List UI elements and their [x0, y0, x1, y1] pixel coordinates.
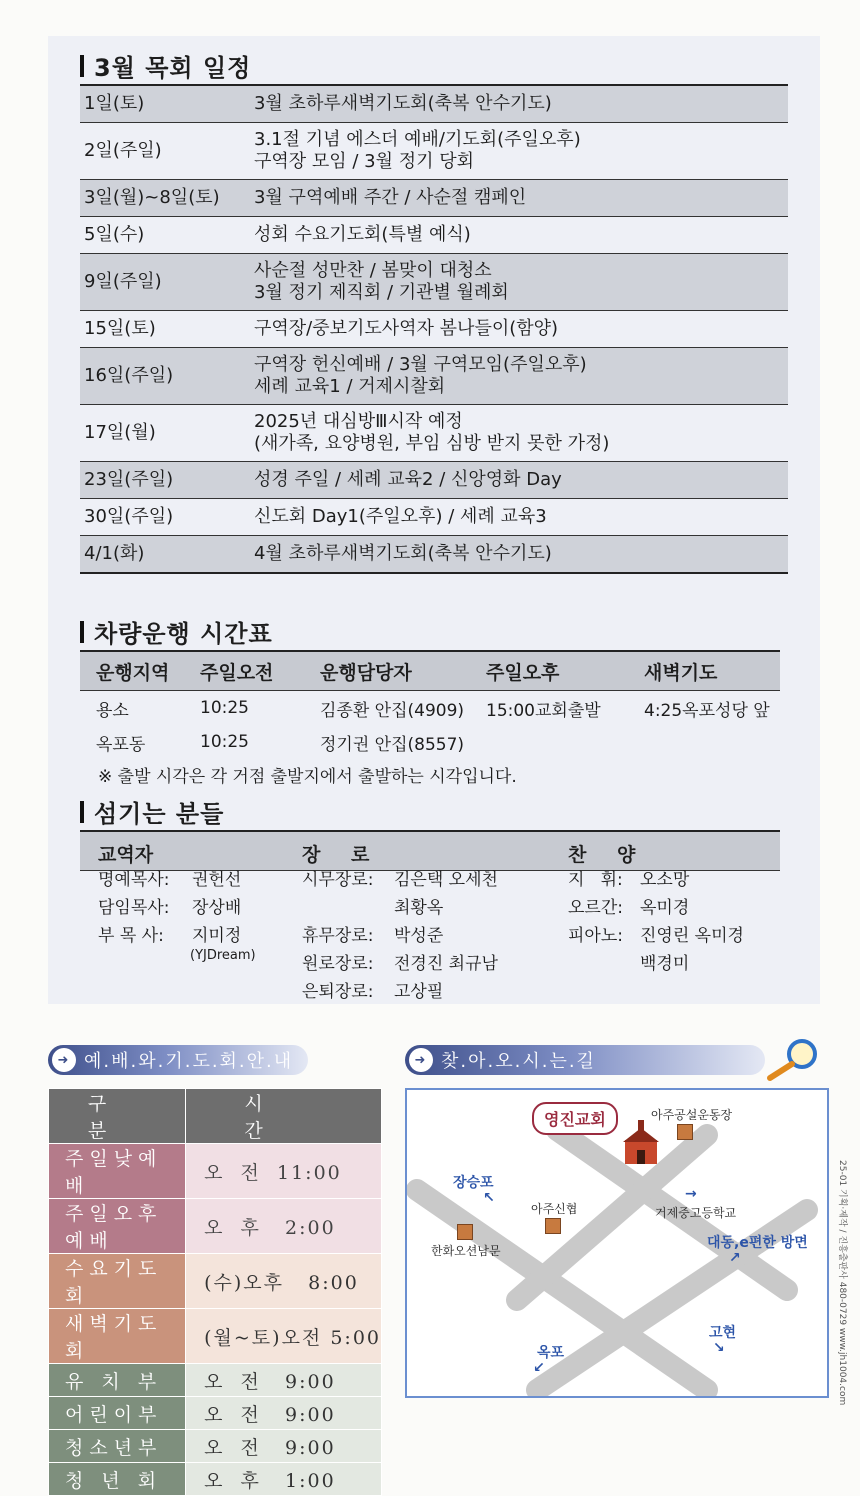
elder-names: 박성준: [394, 926, 444, 946]
place-aju: 아주신협: [531, 1202, 578, 1216]
worship-name: 새벽기도회: [49, 1309, 186, 1364]
title-bar: [80, 621, 84, 643]
worship-header-cell: 시 간: [186, 1089, 382, 1144]
schedule-event-line: 구역장/중보기도사역자 봄나들이(함양): [254, 318, 559, 339]
worship-row: [49, 1430, 382, 1463]
worship-heading-text: 예.배.와.기.도.회.안.내: [84, 1051, 294, 1072]
worship-time: 오 후 2:00: [186, 1199, 382, 1254]
vehicle-header-row: [80, 650, 780, 691]
elder-role: 시무장로:: [302, 870, 374, 890]
vehicle-table: [80, 650, 780, 759]
schedule-event-line: 3월 구역예배 주간 / 사순절 캠페인: [254, 187, 527, 208]
schedule-date: 17일(월): [84, 422, 156, 443]
vehicle-cell: 정기권 안집(8557): [320, 734, 465, 755]
praise-names: 백경미: [640, 954, 690, 974]
praise-names: 진영린 옥미경: [640, 926, 744, 946]
vehicle-cell: 옥포동: [96, 734, 146, 755]
worship-name: 주일오후예배: [49, 1199, 186, 1254]
servers-header-cell: 찬 양: [568, 844, 648, 866]
building-icon: [457, 1224, 473, 1240]
arrow-icon: ↖: [483, 1190, 495, 1206]
place-gohyeon: 고현: [709, 1325, 737, 1341]
praise-names: 옥미경: [640, 898, 690, 918]
elder-names: 전경진 최규남: [394, 954, 498, 974]
praise-role: 피아노:: [568, 926, 623, 946]
place-stadium: 아주공설운동장: [651, 1108, 733, 1122]
vehicle-cell: 김종환 안집(4909): [320, 700, 465, 721]
worship-row: [49, 1199, 382, 1254]
magnifier-icon: [764, 1036, 824, 1084]
title-bar: [80, 55, 84, 77]
elder-role: 은퇴장로:: [302, 982, 374, 1002]
schedule-row: [80, 84, 788, 123]
vehicle-row: [80, 691, 780, 725]
arrow-icon: ↘: [713, 1340, 725, 1356]
worship-row: [49, 1364, 382, 1397]
elder-names: 최황옥: [394, 898, 444, 918]
schedule-event: [254, 411, 788, 455]
schedule-event-line: 3월 정기 제직회 / 기관별 월례회: [254, 282, 509, 303]
side-credit: 25-01 기획·제작 / 진흥출판사 480-0729 www.jh1004.com: [837, 1160, 847, 1406]
schedule-date: 2일(주일): [84, 140, 162, 161]
arrow-icon: ↗: [729, 1250, 741, 1266]
worship-name: 어린이부: [49, 1397, 186, 1430]
schedule-title: [80, 48, 251, 83]
schedule-event-line: 구역장 헌신예배 / 3월 구역모임(주일오후): [254, 354, 587, 375]
vehicle-title: [80, 614, 273, 649]
schedule-event-line: 성회 수요기도회(특별 예식): [254, 224, 471, 245]
schedule-event: [254, 187, 788, 209]
praise-names: 오소망: [640, 870, 690, 890]
worship-header-row: [49, 1089, 382, 1144]
worship-time: 오 전 9:00: [186, 1430, 382, 1463]
schedule-event: [254, 354, 788, 398]
worship-row: [49, 1463, 382, 1496]
schedule-event: [254, 506, 788, 528]
vehicle-title-text: 차량운행 시간표: [94, 620, 273, 648]
schedule-event: [254, 469, 788, 491]
worship-row: [49, 1144, 382, 1199]
schedule-event-line: 세례 교육1 / 거제시찰회: [254, 376, 446, 397]
schedule-date: 23일(주일): [84, 469, 174, 490]
schedule-table: [80, 84, 788, 574]
directions-map: [405, 1088, 829, 1398]
schedule-event-line: 구역장 모임 / 3월 정기 당회: [254, 151, 475, 172]
vehicle-note: ※ 출발 시각은 각 거점 출발지에서 출발하는 시각입니다.: [98, 767, 517, 787]
schedule-event: [254, 543, 788, 565]
pastor-role: 명예목사:: [98, 870, 170, 890]
vehicle-header-cell: 새벽기도: [644, 661, 718, 684]
schedule-row: [80, 123, 788, 180]
pastor-name: 장상배: [192, 898, 242, 918]
schedule-event-line: 2025년 대심방Ⅲ시작 예정: [254, 411, 463, 432]
vehicle-cell: 15:00교회출발: [486, 700, 601, 721]
directions-heading: [405, 1045, 765, 1075]
place-jangseungpo: 장승포: [453, 1175, 494, 1191]
vehicle-header-cell: 운행담당자: [320, 661, 412, 684]
church-icon: [619, 1120, 663, 1166]
title-bar: [80, 801, 84, 823]
schedule-event: [254, 318, 788, 340]
directions-heading-text: 찾.아.오.시.는.길: [441, 1051, 596, 1072]
vehicle-cell: 용소: [96, 700, 129, 721]
schedule-event: [254, 129, 788, 173]
worship-name: 청소년부: [49, 1430, 186, 1463]
church-label: 영진교회: [532, 1102, 618, 1135]
vehicle-header-cell: 운행지역: [96, 661, 170, 684]
vehicle-row: [80, 725, 780, 759]
worship-header-cell: 구 분: [49, 1089, 186, 1144]
dove-icon: ➜: [409, 1048, 433, 1072]
worship-time: (월~토)오전 5:00: [186, 1309, 382, 1364]
pastor-role: 부 목 사:: [98, 926, 164, 946]
schedule-row: [80, 405, 788, 462]
schedule-event: [254, 224, 788, 246]
arrow-icon: ↙: [533, 1360, 545, 1376]
schedule-event-line: 3.1절 기념 에스더 예배/기도회(주일오후): [254, 129, 581, 150]
worship-name: 유 치 부: [49, 1364, 186, 1397]
pastor-name: 지미정: [192, 926, 242, 946]
schedule-row: [80, 536, 788, 574]
worship-time: 오 후 1:00: [186, 1463, 382, 1496]
praise-role: 오르간:: [568, 898, 623, 918]
elder-names: 김은택 오세천: [394, 870, 498, 890]
place-daedong: 대동,e편한 방면: [707, 1235, 808, 1251]
schedule-event: [254, 93, 788, 115]
servers-header-cell: 교역자: [98, 844, 154, 866]
schedule-date: 16일(주일): [84, 365, 174, 386]
schedule-date: 4/1(화): [84, 543, 145, 564]
schedule-event-line: 4월 초하루새벽기도회(축복 안수기도): [254, 543, 552, 564]
worship-heading: [48, 1045, 308, 1075]
worship-time: 오 전 9:00: [186, 1397, 382, 1430]
vehicle-header-cell: 주일오전: [200, 661, 274, 684]
elder-names: 고상필: [394, 982, 444, 1002]
worship-time: (수)오후 8:00: [186, 1254, 382, 1309]
dove-icon: ➜: [52, 1048, 76, 1072]
schedule-title-text: 3월 목회 일정: [94, 54, 252, 82]
schedule-row: [80, 254, 788, 311]
elder-role: 휴무장로:: [302, 926, 374, 946]
schedule-date: 3일(월)~8일(토): [84, 187, 220, 208]
servers-title-text: 섬기는 분들: [94, 800, 225, 828]
schedule-row: [80, 311, 788, 348]
schedule-date: 30일(주일): [84, 506, 174, 527]
schedule-row: [80, 180, 788, 217]
schedule-row: [80, 462, 788, 499]
schedule-event-line: 3월 초하루새벽기도회(축복 안수기도): [254, 93, 552, 114]
servers-header-row: [80, 830, 780, 871]
vehicle-cell: 10:25: [200, 698, 249, 718]
praise-role: 지 휘:: [568, 870, 623, 890]
schedule-event-line: 사순절 성만찬 / 봄맞이 대청소: [254, 260, 492, 281]
vehicle-cell: 10:25: [200, 732, 249, 752]
arrow-icon: →: [685, 1186, 697, 1202]
building-icon: [545, 1218, 561, 1234]
schedule-date: 9일(주일): [84, 271, 162, 292]
pastor-sub: (YJDream): [190, 948, 256, 963]
place-hanwha: 한화오션남문: [431, 1244, 501, 1258]
schedule-row: [80, 217, 788, 254]
servers-title: [80, 794, 224, 829]
schedule-row: [80, 348, 788, 405]
schedule-event-line: 신도회 Day1(주일오후) / 세례 교육3: [254, 506, 547, 527]
vehicle-header-cell: 주일오후: [486, 661, 560, 684]
schedule-date: 15일(토): [84, 318, 156, 339]
worship-table: [48, 1088, 382, 1496]
worship-name: 청 년 회: [49, 1463, 186, 1496]
place-school: 거제중고등학교: [655, 1206, 737, 1220]
building-icon: [677, 1124, 693, 1140]
schedule-row: [80, 499, 788, 536]
pastor-name: 권헌선: [192, 870, 242, 890]
place-okpo: 옥포: [537, 1345, 565, 1361]
schedule-event: [254, 260, 788, 304]
elder-role: 원로장로:: [302, 954, 374, 974]
worship-time: 오 전 11:00: [186, 1144, 382, 1199]
schedule-event-line: 성경 주일 / 세례 교육2 / 신앙영화 Day: [254, 469, 562, 490]
worship-name: 수요기도회: [49, 1254, 186, 1309]
pastor-role: 담임목사:: [98, 898, 170, 918]
schedule-date: 1일(토): [84, 93, 145, 114]
schedule-date: 5일(수): [84, 224, 145, 245]
worship-row: [49, 1309, 382, 1364]
vehicle-cell: 4:25옥포성당 앞: [644, 700, 770, 721]
worship-time: 오 전 9:00: [186, 1364, 382, 1397]
schedule-event-line: (새가족, 요양병원, 부임 심방 받지 못한 가정): [254, 433, 610, 454]
worship-name: 주일낮예배: [49, 1144, 186, 1199]
servers-header-cell: 장 로: [302, 844, 382, 866]
worship-row: [49, 1254, 382, 1309]
